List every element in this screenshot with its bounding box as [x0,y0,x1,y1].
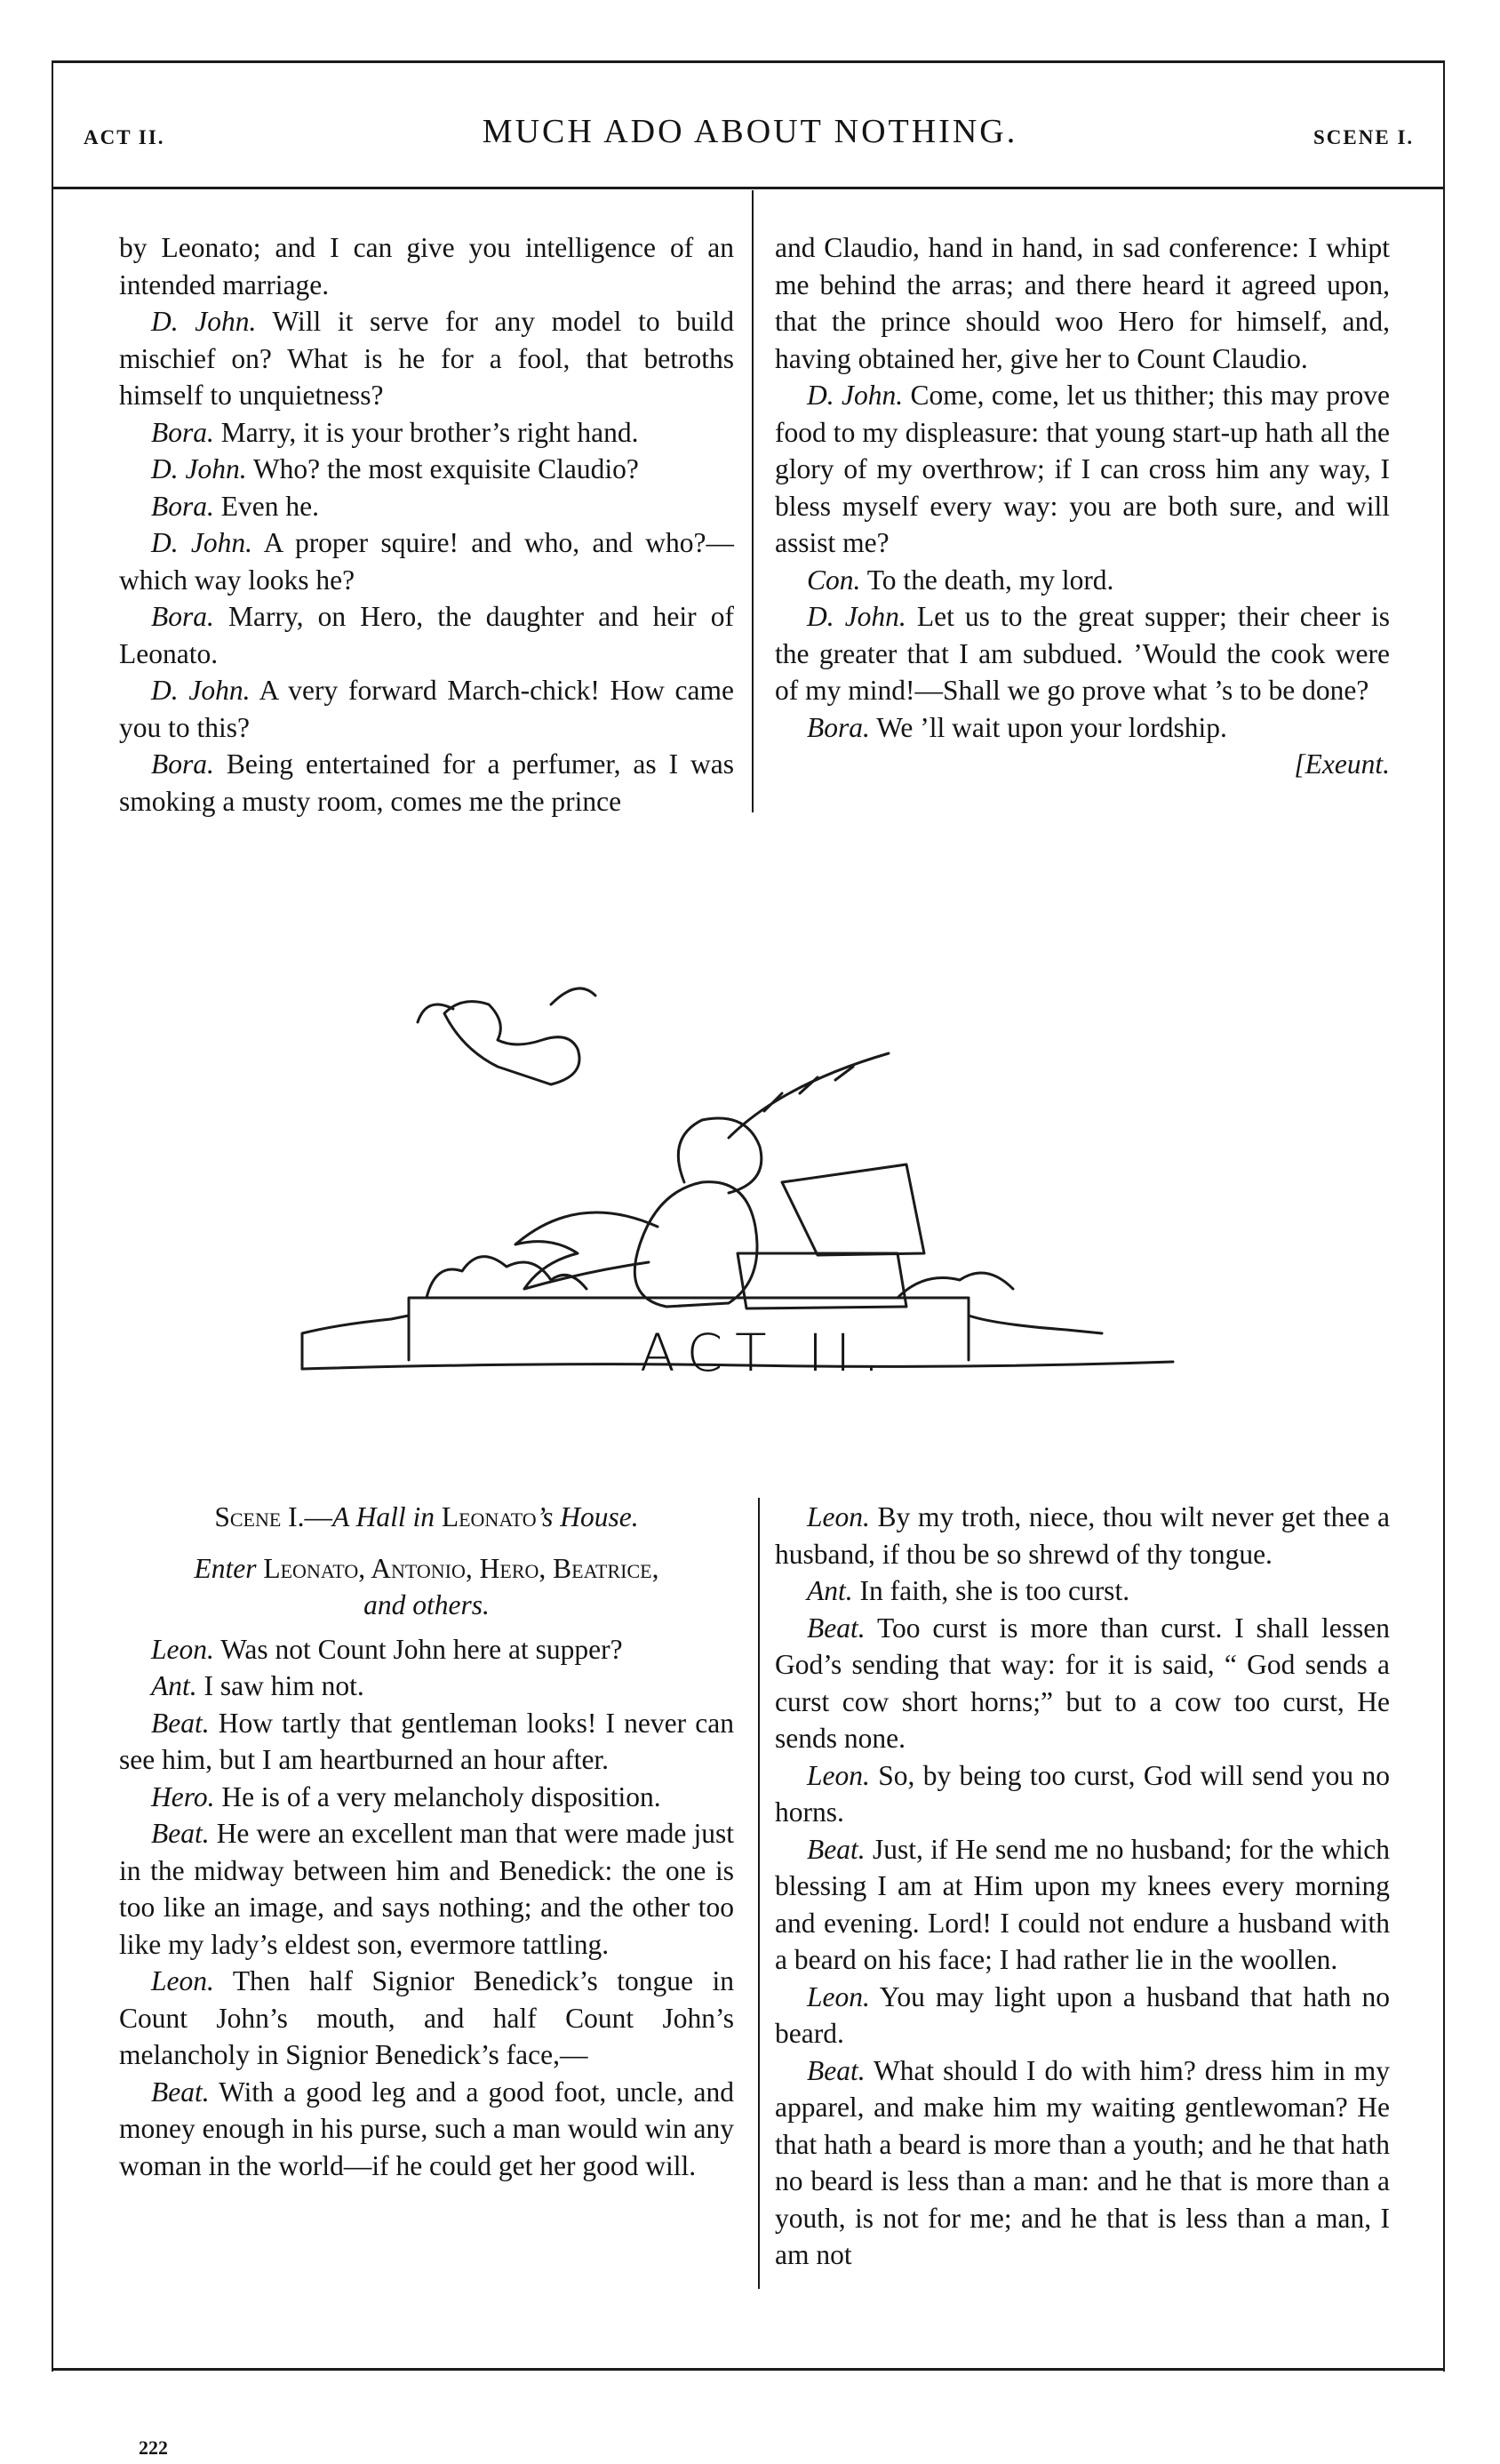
bottom-right-column [775,1499,1390,2274]
speech-line: Bora. Marry, it is your brother’s right hand. [151,416,639,448]
speech-line: and Claudio, hand in hand, in sad conference: I whipt me behind the arras; and there heard it agreed upon, that the prince should woo Hero for himself, and, having obtained her, give her to Count Claudio. [775,232,1390,374]
scene-heading: Scene I.—A Hall in Leonato’s House. [214,1501,639,1532]
frame-right-rule [1443,60,1445,2372]
cupid-body [634,1182,757,1307]
footer-rule [53,2368,1445,2371]
page-title: MUCH ADO ABOUT NOTHING. [482,113,1018,150]
bottom-left-column [119,1499,734,2184]
stage-direction: Enter Leonato, Antonio, Hero, Beatrice, and others. [194,1552,659,1620]
speech-line: Bora. Marry, on Hero, the daughter and heir of Leonato. [119,601,734,669]
speech-line: Leon. So, by being too curst, God will send you no horns. [775,1759,1390,1828]
speech-line: D. John. Who? the most exquisite Claudio? [151,453,639,484]
speech-line: D. John. A proper squire! and who, and who?—which way looks he? [119,527,734,596]
cherub-wings [418,988,595,1022]
speech-line: Beat. He were an excellent man that were made just in the midway between him and Benedick: the one is too like an image, and says nothing; and the other too like my lady’s eldest son, evermore tattling. [119,1818,734,1960]
speech-line: Bora. We ’ll wait upon your lordship. [807,711,1227,743]
exeunt-direction: [Exeunt. [1294,748,1390,780]
act-label: ACT II. [84,126,165,148]
speech-line: D. John. Come, come, let us thither; this may prove food to my displeasure: that young start-up hath all the glory of my overthrow; if I can cross him any way, I bless myself every way: you are both sure, and will assist me? [775,380,1390,558]
header-rule [53,187,1445,189]
frame-left-rule [52,60,53,2372]
speech-line: D. John. A very forward March-chick! How came you to this? [119,675,735,743]
speech-line: Bora. Even he. [151,490,319,522]
top-column-divider [752,190,754,812]
page-number: 222 [139,2436,168,2459]
foliage-left [427,1257,586,1298]
speech-line: Bora. Being entertained for a perfumer, as I was smoking a musty room, comes me the prince [119,748,734,817]
speech-line: D. John. Will it serve for any model to build mischief on? What is he for a fool, that betroths himself to unquietness? [119,306,734,411]
speech-line: Beat. What should I do with him? dress him in my apparel, and make him my waiting gentlewoman? He that hath a beard is more than a youth; and he that hath no beard is less than a man: and he that is more than a youth, is not for me; and he that is less than a man, I am not [775,2054,1390,2270]
top-left-column [119,229,734,820]
speech-line: Leon. Then half Signior Benedick’s tongue in Count John’s mouth, and half Count John’s melancholy in Signior Benedick’s face,— [119,1965,734,2070]
act-caption: ACT II. [640,1323,892,1383]
speech-line: Leon. Was not Count John here at supper? [151,1633,623,1665]
chest-box [738,1164,924,1308]
frame-top-rule [53,60,1445,63]
speech-line: Leon. By my troth, niece, thou wilt never get thee a husband, if thou be so shrewd of thy tongue. [775,1501,1390,1570]
speech-line: Beat. How tartly that gentleman looks! I never can see him, but I am heartburned an hour after. [119,1707,735,1775]
scene-label: SCENE I. [1313,126,1415,148]
speech-line: by Leonato; and I can give you intelligence of an intended marriage. [119,232,734,300]
speech-line: Con. To the death, my lord. [807,564,1114,596]
small-cherub [444,1002,579,1084]
speech-line: Leon. You may light upon a husband that hath no beard. [775,1980,1390,2049]
feather-quill [729,1053,889,1138]
top-right-column [775,229,1390,783]
speech-line: Hero. He is of a very melancholy disposition. [151,1780,661,1812]
foliage-right [898,1273,1013,1298]
speech-line: Ant. In faith, she is too curst. [807,1575,1130,1606]
speech-line: Beat. With a good leg and a good foot, uncle, and money enough in his purse, such a man would win any woman in the world—if he could get her good will. [119,2076,735,2181]
speech-line: D. John. Let us to the great supper; their cheer is the greater that I am subdued. ’Would the cook were of my mind!—Shall we go prove what ’s to be done? [775,601,1391,706]
speech-line: Beat. Just, if He send me no husband; for the which blessing I am at Him upon my knees every morning and evening. Lord! I could not endure a husband with a beard on his face; I had rather lie in the woollen. [775,1833,1390,1975]
bottom-column-divider [758,1498,760,2289]
speech-line: Ant. I saw him not. [151,1670,364,1701]
speech-line: Beat. Too curst is more than curst. I shall lessen God’s sending that way: for it is said, “ God sends a curst cow short horns;” but to a cow too curst, He sends none. [775,1612,1390,1754]
